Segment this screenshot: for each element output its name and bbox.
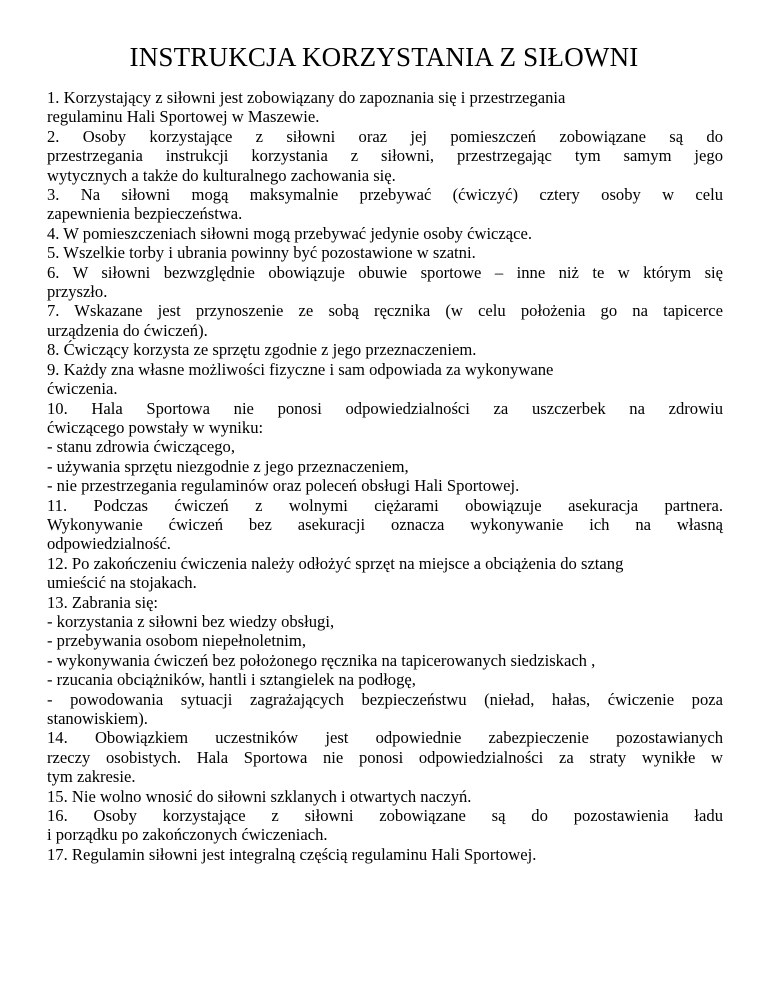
document-line: 15. Nie wolno wnosić do siłowni szklanych i otwartych naczyń. [47, 786, 472, 806]
document-line: regulaminu Hali Sportowej w Maszewie. [47, 107, 320, 127]
document-line: 1. Korzystający z siłowni jest zobowiązany do zapoznania się i przestrzegania [47, 88, 566, 107]
document-line: - używania sprzętu niezgodnie z jego przeznaczeniem, [47, 456, 409, 476]
document-line: 14. Obowiązkiem uczestników jest odpowiednie zabezpieczenie pozostawianych [47, 728, 723, 748]
document-line: - powodowania sytuacji zagrażających bezpieczeństwu (nieład, hałas, ćwiczenie poza [47, 689, 723, 709]
document-line: 6. W siłowni bezwzględnie obowiązuje obuwie sportowe – inne niż te w którym się [47, 262, 723, 282]
document-line: 7. Wskazane jest przynoszenie ze sobą ręcznika (w celu położenia go na tapicerce [47, 301, 723, 321]
document-line: ćwiczącego powstały w wyniku: [47, 417, 264, 437]
document-line: ćwiczenia. [47, 379, 118, 399]
document-line: - korzystania z siłowni bez wiedzy obsługi, [47, 611, 335, 631]
document-line: przyszło. [47, 282, 108, 302]
document-line: 5. Wszelkie torby i ubrania powinny być pozostawione w szatni. [47, 243, 476, 263]
document-line: - wykonywania ćwiczeń bez położonego ręcznika na tapicerowanych siedziskach , [47, 650, 596, 670]
document-line: 17. Regulamin siłowni jest integralną częścią regulaminu Hali Sportowej. [47, 844, 537, 864]
document-line: 9. Każdy zna własne możliwości fizyczne i sam odpowiada za wykonywane [47, 359, 554, 379]
document-line: tym zakresie. [47, 767, 136, 787]
document-line: urządzenia do ćwiczeń). [47, 320, 208, 340]
document-line: 10. Hala Sportowa nie ponosi odpowiedzialności za uszczerbek na zdrowiu [47, 398, 723, 418]
document-line: 4. W pomieszczeniach siłowni mogą przebywać jedynie osoby ćwiczące. [47, 223, 533, 243]
document-line: przestrzegania instrukcji korzystania z siłowni, przestrzegając tym samym jego [47, 146, 723, 166]
document-line: 11. Podczas ćwiczeń z wolnymi ciężarami obowiązuje asekuracja partnera. [47, 495, 723, 515]
document-line: 13. Zabrania się: [47, 592, 159, 612]
document-line: stanowiskiem). [47, 709, 148, 728]
document-line: i porządku po zakończonych ćwiczeniach. [47, 825, 328, 845]
document-line: 8. Ćwiczący korzysta ze sprzętu zgodnie z jego przeznaczeniem. [47, 340, 477, 360]
document-line: 3. Na siłowni mogą maksymalnie przebywać (ćwiczyć) cztery osoby w celu [47, 185, 723, 205]
document-line: - przebywania osobom niepełnoletnim, [47, 631, 306, 651]
document-line: rzeczy osobistych. Hala Sportowa nie ponosi odpowiedzialności za straty wynikłe w [47, 747, 723, 767]
document-line: - stanu zdrowia ćwiczącego, [47, 437, 235, 457]
document-line: 2. Osoby korzystające z siłowni oraz jej pomieszczeń zobowiązane są do [47, 126, 723, 146]
document-line: Wykonywanie ćwiczeń bez asekuracji oznacza wykonywanie ich na własną [47, 514, 723, 534]
document-line: umieścić na stojakach. [47, 573, 197, 593]
document-title: INSTRUKCJA KORZYSTANIA Z SIŁOWNI [129, 42, 639, 72]
document-line: wytycznych a także do kulturalnego zachowania się. [47, 165, 396, 185]
document-line: - rzucania obciążników, hantli i sztangielek na podłogę, [47, 670, 416, 690]
document-line: - nie przestrzegania regulaminów oraz poleceń obsługi Hali Sportowej. [47, 476, 520, 496]
document-line: zapewnienia bezpieczeństwa. [47, 204, 243, 224]
document-line: 16. Osoby korzystające z siłowni zobowiązane są do pozostawienia ładu [47, 806, 723, 826]
document-body [47, 88, 723, 864]
document-line: 12. Po zakończeniu ćwiczenia należy odłożyć sprzęt na miejsce a obciążenia do sztang [47, 553, 624, 573]
document-line: odpowiedzialność. [47, 534, 171, 554]
